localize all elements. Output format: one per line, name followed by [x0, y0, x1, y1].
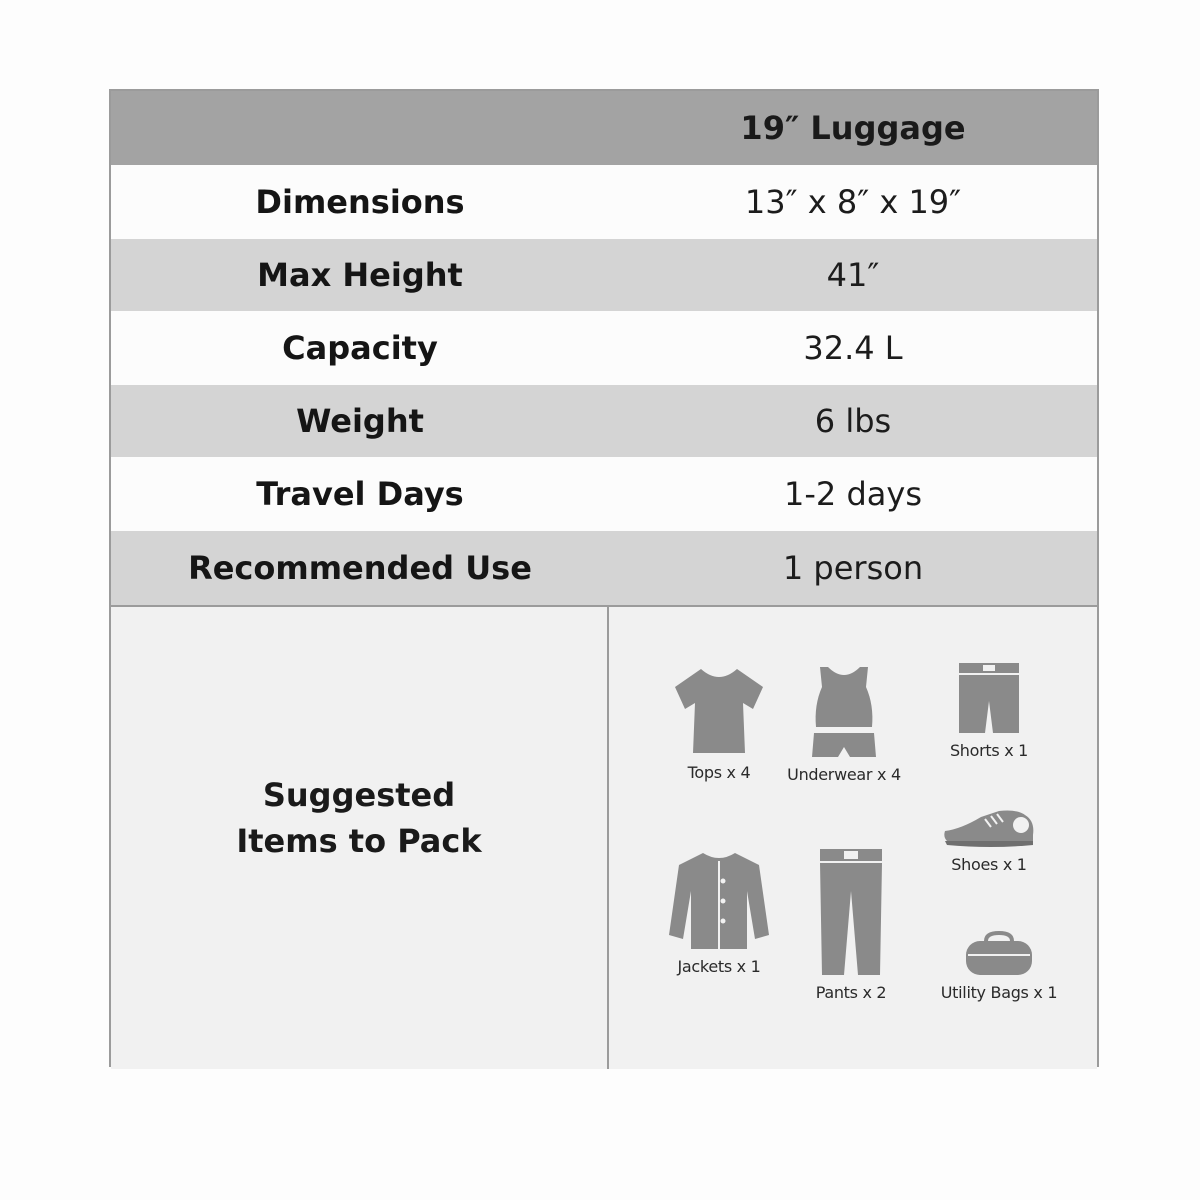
row-value: 1-2 days	[784, 475, 922, 513]
pack-item-caption: Shoes x 1	[951, 855, 1027, 874]
suggested-label-line2: Items to Pack	[236, 822, 482, 860]
shorts-icon	[957, 661, 1021, 735]
luggage-spec-table	[109, 89, 1099, 1067]
underwear-icon	[804, 665, 884, 759]
pack-item-caption: Utility Bags x 1	[940, 983, 1058, 1002]
row-value: 1 person	[782, 549, 924, 587]
pack-items-grid	[609, 607, 1097, 1067]
suggested-label-line1: Suggested	[262, 776, 456, 814]
pack-item-shorts	[929, 661, 1049, 760]
table-row	[111, 311, 1097, 385]
table-row	[111, 457, 1097, 531]
pack-item-caption: Pants x 2	[815, 983, 887, 1002]
row-value: 13″ x 8″ x 19″	[744, 183, 962, 221]
table-header	[111, 91, 1097, 165]
pack-item-caption: Jackets x 1	[677, 957, 761, 976]
table-row	[111, 385, 1097, 457]
pack-item-caption: Underwear x 4	[787, 765, 901, 784]
header-title: 19″ Luggage	[740, 109, 966, 147]
row-value: 6 lbs	[814, 402, 892, 440]
row-value: 41″	[826, 256, 880, 294]
row-label: Travel Days	[256, 475, 464, 513]
shirt-icon	[671, 665, 767, 757]
bag-icon	[964, 931, 1034, 977]
pack-item-utility-bags	[929, 931, 1069, 1002]
header-empty-cell	[111, 91, 609, 165]
pack-item-underwear	[779, 665, 909, 784]
table-row	[111, 165, 1097, 239]
pack-item-shoes	[929, 807, 1049, 874]
jacket-icon	[667, 851, 771, 951]
pack-item-pants	[791, 847, 911, 1002]
row-label: Capacity	[282, 329, 438, 367]
row-label: Dimensions	[255, 183, 465, 221]
suggested-items-label	[236, 772, 481, 904]
pack-item-jackets	[659, 851, 779, 976]
pack-item-tops	[659, 665, 779, 782]
row-label: Max Height	[257, 256, 463, 294]
pack-item-caption: Shorts x 1	[949, 741, 1029, 760]
row-label: Weight	[296, 402, 424, 440]
row-label: Recommended Use	[188, 549, 532, 587]
table-row	[111, 531, 1097, 605]
row-value: 32.4 L	[803, 329, 903, 367]
table-row	[111, 239, 1097, 311]
pack-item-caption: Tops x 4	[687, 763, 751, 782]
suggested-items-row	[111, 605, 1097, 1069]
pants-icon	[818, 847, 884, 977]
suggested-items-label-cell	[111, 607, 607, 1069]
shoe-icon	[941, 807, 1037, 849]
